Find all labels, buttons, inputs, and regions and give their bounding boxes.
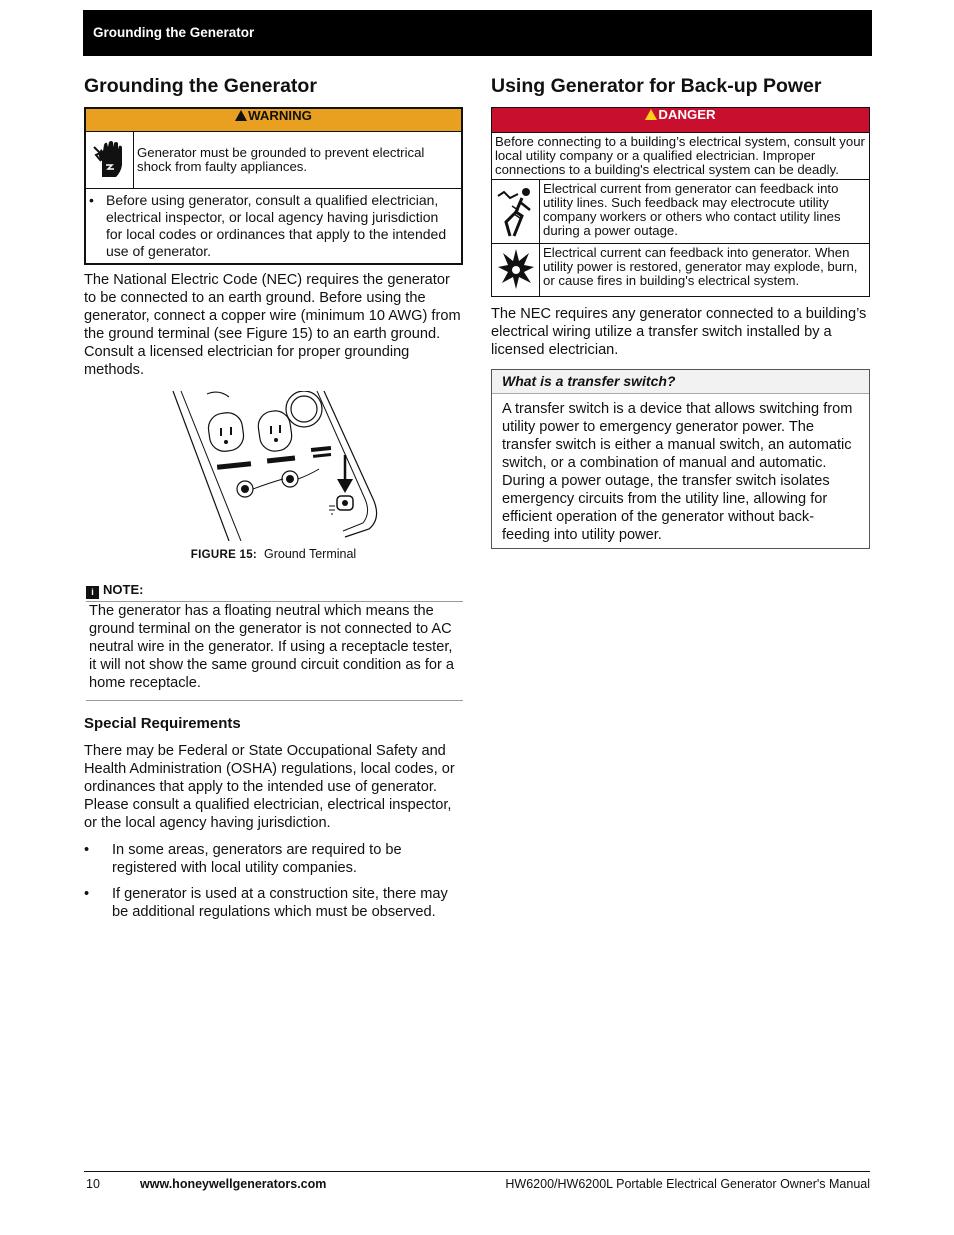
explosion-icon-cell xyxy=(492,244,540,297)
danger-intro-text: Before connecting to a building’s electrical system, consult your local utility company or a qualified electrician. Improper connections to a building's electrical system can be deadly. xyxy=(492,133,870,180)
warning-bullet-cell xyxy=(85,189,462,265)
electrocution-hazard-icon xyxy=(496,182,536,238)
danger-triangle-icon xyxy=(645,109,657,120)
footer-manual-title: HW6200/HW6200L Portable Electrical Generator Owner's Manual xyxy=(505,1177,870,1191)
note-text: The generator has a floating neutral which means the ground terminal on the generator is not connected to AC neutral wire in the generator. If using a receptacle tester, it will not show the same ground circuit condition as for a home receptacle. xyxy=(86,602,463,701)
transfer-switch-text: A transfer switch is a device that allows switching from utility power to emergency generator power. The transfer switch is either a manual switch, an automatic switch, or a combination of manual and automatic. During a power outage, the transfer switch isolates emergency circuits from the utility line, allowing for efficient operation of the generator without back-feeding into utility power. xyxy=(492,394,869,548)
figure-label: FIGURE 15: xyxy=(190,549,258,561)
page-number: 10 xyxy=(86,1177,100,1191)
warning-signal: WARNING xyxy=(85,108,462,132)
special-requirements-heading: Special Requirements xyxy=(84,715,241,732)
explosion-hazard-icon xyxy=(497,247,535,291)
list-item: • If generator is used at a construction site, there may be additional regulations which must be observed. xyxy=(84,885,463,921)
warning-triangle-icon xyxy=(235,110,247,121)
warning-bullet-text: Before using generator, consult a qualified electrician, electrical inspector, or local agency having jurisdiction for local codes or ordinances that apply to the intended use of generator. xyxy=(106,192,447,259)
list-item: • In some areas, generators are required to be registered with local utility companies. xyxy=(84,841,463,877)
header-title: Grounding the Generator xyxy=(93,25,255,40)
section-title-backup-power: Using Generator for Back-up Power xyxy=(491,75,822,97)
ground-terminal-illustration xyxy=(159,391,389,541)
danger-row2-text: Electrical current can feedback into generator. When utility power is restored, generator may explode, burn, or cause fires in building's electrical system. xyxy=(540,244,870,297)
figure-15 xyxy=(84,391,463,561)
special-requirements-text: There may be Federal or State Occupational Safety and Health Administration (OSHA) regulations, local codes, or ordinances that apply to the intended use of generator. Please consult a qualified electrician, electrical inspector, or the local agency having jurisdiction. xyxy=(84,743,455,831)
section-title-grounding: Grounding the Generator xyxy=(84,75,317,97)
nec-transfer-text: The NEC requires any generator connected to a building’s electrical wiring utilize a transfer switch installed by a licensed electrician. xyxy=(491,306,867,358)
danger-box xyxy=(491,107,870,297)
transfer-switch-box xyxy=(491,369,870,549)
figure-caption-text: Ground Terminal xyxy=(264,547,357,561)
grounding-intro: The National Electric Code (NEC) requires the generator to be connected to an earth ground. Before using the generator, connect a copper wire (minimum 10 AWG) from the ground terminal (see Figure 15) to an earth ground. Consult a licensed electrician for proper grounding methods. xyxy=(84,272,461,378)
note-block xyxy=(84,582,463,701)
left-column xyxy=(84,74,463,929)
shock-hazard-icon-cell xyxy=(85,132,134,189)
info-icon: i xyxy=(86,586,99,599)
bullet-mark: • xyxy=(89,192,94,208)
right-column xyxy=(491,74,870,549)
warning-hazard-text: Generator must be grounded to prevent electrical shock from faulty appliances. xyxy=(134,132,463,189)
note-heading: i NOTE: xyxy=(86,582,463,602)
danger-signal: DANGER xyxy=(492,108,870,133)
danger-row1-text: Electrical current from generator can feedback into utility lines. Such feedback may electrocute utility company workers or others who contact utility lines during a power outage. xyxy=(540,180,870,244)
figure-caption xyxy=(84,547,463,561)
electrocution-icon-cell xyxy=(492,180,540,244)
footer-rule xyxy=(84,1171,870,1172)
footer-website: www.honeywellgenerators.com xyxy=(140,1177,327,1191)
electric-shock-hand-icon xyxy=(92,139,128,179)
warning-box xyxy=(84,107,463,265)
special-requirements-list xyxy=(84,841,463,921)
header-bar xyxy=(83,10,872,56)
transfer-switch-title: What is a transfer switch? xyxy=(492,370,869,394)
